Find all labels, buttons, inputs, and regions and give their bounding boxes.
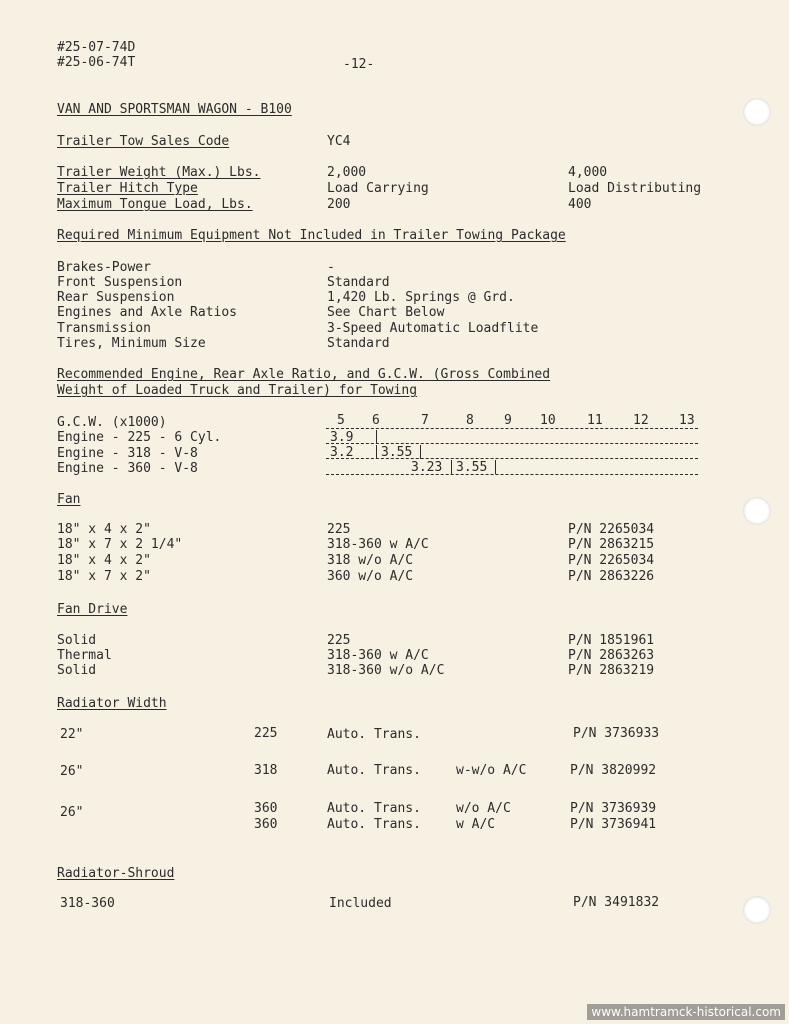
- fan-drive-application: 318-360 w/o A/C: [327, 663, 445, 678]
- gcw-tick: 9: [504, 413, 512, 428]
- required-value: See Chart Below: [327, 305, 445, 320]
- gcw-tick: 7: [421, 413, 429, 428]
- fan-drive-type: Thermal: [57, 648, 112, 663]
- gcw-label: G.C.W. (x1000): [57, 415, 167, 430]
- engine-318-ratio: 3.55: [381, 445, 413, 460]
- tongue-load-label: Maximum Tongue Load, Lbs.: [57, 197, 253, 212]
- radiator-part-number: P/N 3736941: [570, 817, 657, 832]
- required-value: -: [327, 260, 335, 275]
- fan-drive-type: Solid: [57, 633, 97, 648]
- engine-225-ratio: 3.9: [330, 430, 354, 445]
- shroud-heading: Radiator-Shroud: [57, 866, 175, 881]
- hitch-type-label: Trailer Hitch Type: [57, 181, 198, 196]
- fan-part-number: P/N 2265034: [568, 522, 655, 537]
- fan-drive-type: Solid: [57, 663, 97, 678]
- gcw-divider: [376, 445, 377, 459]
- radiator-ac: w A/C: [456, 817, 496, 832]
- shroud-part-number: P/N 3491832: [573, 895, 660, 910]
- radiator-engine: 318: [254, 763, 278, 778]
- gcw-tick: 8: [466, 413, 474, 428]
- engine-360-label: Engine - 360 - V-8: [57, 461, 198, 476]
- hitch-type-col2: Load Distributing: [568, 181, 702, 196]
- doc-code-1: #25-07-74D: [57, 40, 136, 55]
- engine-360-ratio: 3.23: [411, 460, 443, 475]
- required-label: Front Suspension: [57, 275, 183, 290]
- required-value: Standard: [327, 275, 390, 290]
- radiator-width: 26": [60, 764, 84, 779]
- trailer-weight-col2: 4,000: [568, 165, 608, 180]
- required-label: Transmission: [57, 321, 151, 336]
- required-value: 3-Speed Automatic Loadflite: [327, 321, 539, 336]
- fan-part-number: P/N 2265034: [568, 553, 655, 568]
- tongue-load-col2: 400: [568, 197, 592, 212]
- fan-size: 18" x 7 x 2 1/4": [57, 537, 183, 552]
- radiator-engine: 225: [254, 726, 278, 741]
- trailer-weight-col1: 2,000: [327, 165, 367, 180]
- engine-318-label: Engine - 318 - V-8: [57, 446, 198, 461]
- gcw-divider: [376, 430, 377, 444]
- fan-application: 360 w/o A/C: [327, 569, 414, 584]
- sales-code-value: YC4: [327, 134, 351, 149]
- required-label: Tires, Minimum Size: [57, 336, 206, 351]
- fan-drive-heading: Fan Drive: [57, 602, 128, 617]
- doc-code-2: #25-06-74T: [57, 55, 136, 70]
- radiator-part-number: P/N 3736939: [570, 801, 657, 816]
- fan-size: 18" x 4 x 2": [57, 553, 151, 568]
- radiator-part-number: P/N 3736933: [573, 726, 660, 741]
- gcw-tick: 6: [372, 413, 380, 428]
- page-number: -12-: [343, 57, 375, 72]
- gcw-grid-line: [326, 428, 698, 429]
- gcw-tick: 10: [540, 413, 556, 428]
- radiator-ac: w/o A/C: [456, 801, 511, 816]
- gcw-tick: 11: [587, 413, 603, 428]
- radiator-transmission: Auto. Trans.: [327, 763, 421, 778]
- fan-size: 18" x 4 x 2": [57, 522, 151, 537]
- radiator-transmission: Auto. Trans.: [327, 817, 421, 832]
- fan-drive-application: 318-360 w A/C: [327, 648, 429, 663]
- required-label: Engines and Axle Ratios: [57, 305, 238, 320]
- fan-drive-application: 225: [327, 633, 351, 648]
- recommended-heading-1: Recommended Engine, Rear Axle Ratio, and G.C.W. (Gross Combined: [57, 367, 551, 382]
- hitch-type-col1: Load Carrying: [327, 181, 429, 196]
- gcw-tick: 12: [633, 413, 649, 428]
- required-value: 1,420 Lb. Springs @ Grd.: [327, 290, 515, 305]
- radiator-width: 22": [60, 727, 84, 742]
- fan-drive-part-number: P/N 2863263: [568, 648, 655, 663]
- fan-drive-part-number: P/N 1851961: [568, 633, 655, 648]
- shroud-engine: 318-360: [60, 896, 115, 911]
- fan-size: 18" x 7 x 2": [57, 569, 151, 584]
- radiator-heading: Radiator Width: [57, 696, 167, 711]
- fan-application: 318 w/o A/C: [327, 553, 414, 568]
- fan-application: 225: [327, 522, 351, 537]
- tongue-load-col1: 200: [327, 197, 351, 212]
- watermark: www.hamtramck-historical.com: [587, 1004, 785, 1020]
- engine-360-ratio: 3.55: [456, 460, 488, 475]
- binder-hole-bottom: [743, 896, 771, 924]
- required-value: Standard: [327, 336, 390, 351]
- radiator-transmission: Auto. Trans.: [327, 801, 421, 816]
- fan-heading: Fan: [57, 492, 81, 507]
- gcw-tick: 5: [337, 413, 345, 428]
- radiator-part-number: P/N 3820992: [570, 763, 657, 778]
- shroud-value: Included: [329, 896, 392, 911]
- gcw-divider: [420, 445, 421, 459]
- radiator-transmission: Auto. Trans.: [327, 727, 421, 742]
- trailer-weight-label: Trailer Weight (Max.) Lbs.: [57, 165, 261, 180]
- gcw-divider: [451, 460, 452, 474]
- radiator-ac: w-w/o A/C: [456, 763, 527, 778]
- radiator-width: 26": [60, 805, 84, 820]
- fan-part-number: P/N 2863226: [568, 569, 655, 584]
- recommended-heading-2: Weight of Loaded Truck and Trailer) for Towing: [57, 383, 418, 398]
- required-label: Rear Suspension: [57, 290, 175, 305]
- engine-225-label: Engine - 225 - 6 Cyl.: [57, 430, 222, 445]
- gcw-divider: [495, 460, 496, 474]
- fan-application: 318-360 w A/C: [327, 537, 429, 552]
- radiator-engine: 360: [254, 801, 278, 816]
- fan-part-number: P/N 2863215: [568, 537, 655, 552]
- binder-hole-top: [743, 98, 771, 126]
- binder-hole-middle: [743, 497, 771, 525]
- gcw-grid-line: [326, 443, 698, 444]
- page-title: VAN AND SPORTSMAN WAGON - B100: [57, 102, 292, 117]
- radiator-engine: 360: [254, 817, 278, 832]
- fan-drive-part-number: P/N 2863219: [568, 663, 655, 678]
- required-heading: Required Minimum Equipment Not Included in Trailer Towing Package: [57, 228, 566, 243]
- gcw-grid-line: [326, 474, 698, 475]
- gcw-tick: 13: [679, 413, 695, 428]
- engine-318-ratio: 3.2: [330, 445, 354, 460]
- required-label: Brakes-Power: [57, 260, 151, 275]
- sales-code-label: Trailer Tow Sales Code: [57, 134, 230, 149]
